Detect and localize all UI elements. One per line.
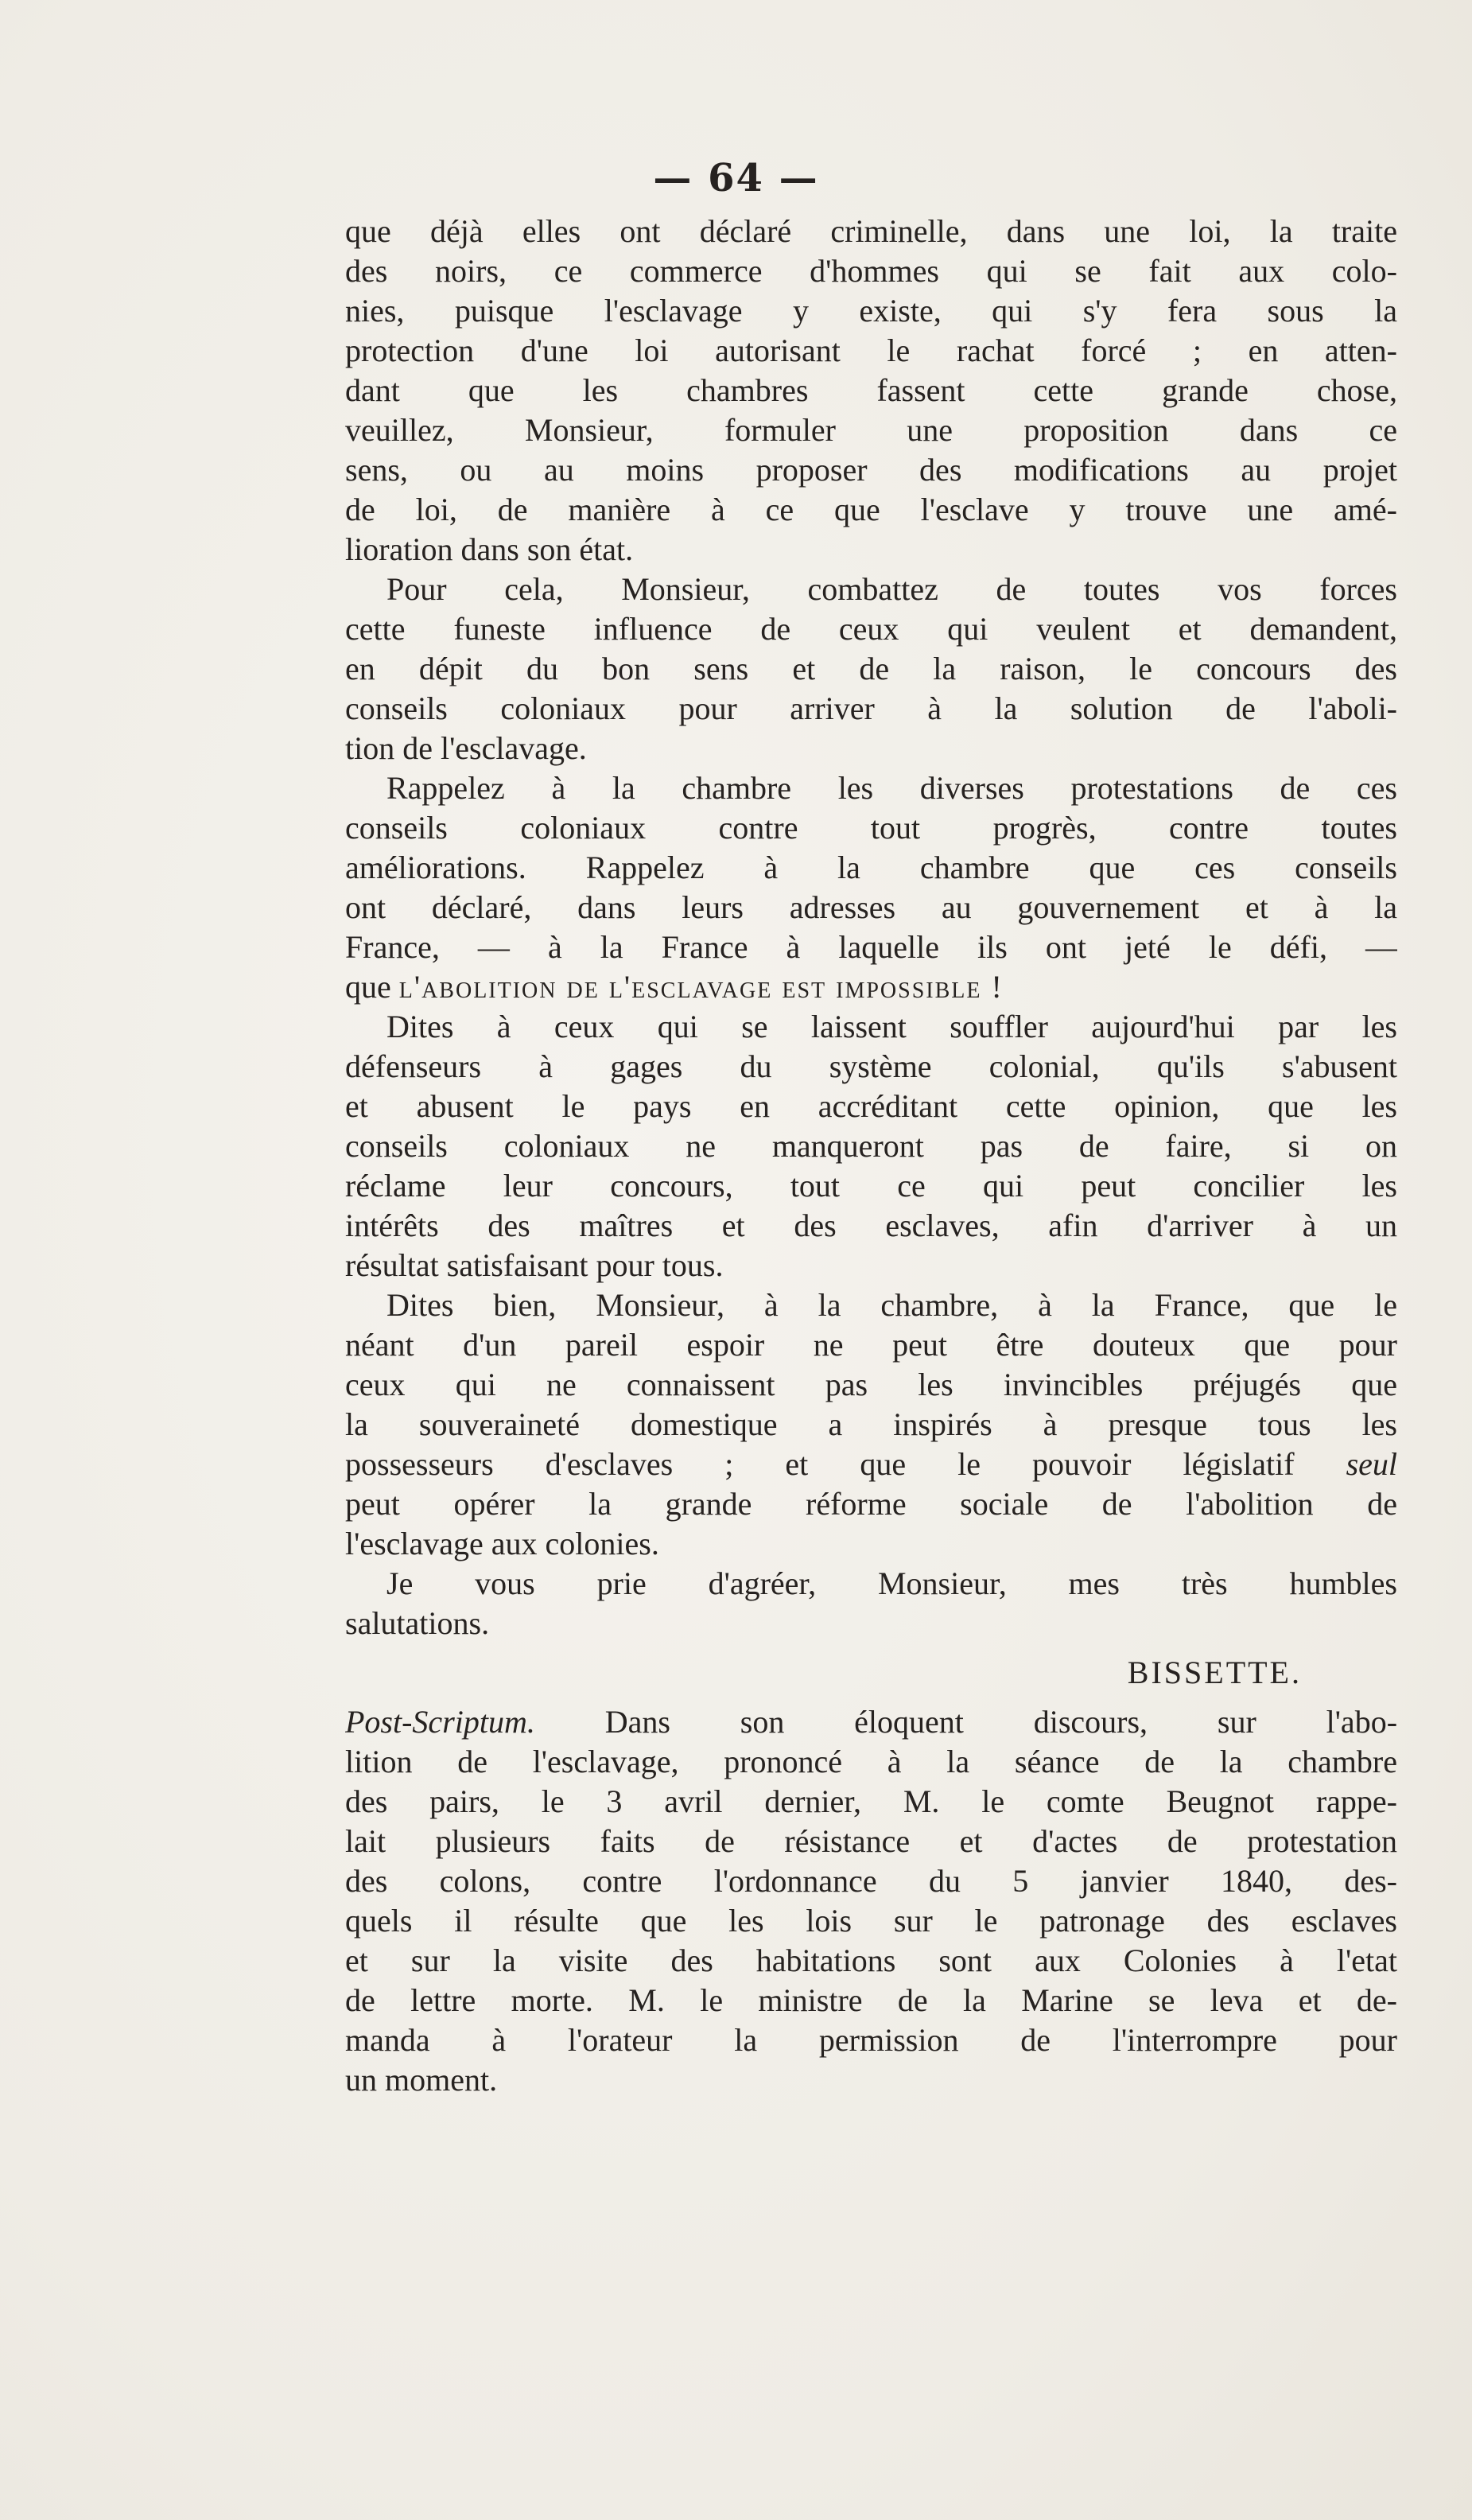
text-line: protection d'une loi autorisant le rachat forcé ; en atten- bbox=[345, 332, 1397, 368]
text-line: des pairs, le 3 avril dernier, M. le comte Beugnot rappe- bbox=[345, 1783, 1397, 1819]
text-line: un moment. bbox=[345, 2062, 498, 2098]
text-line: en dépit du bon sens et de la raison, le concours des bbox=[345, 651, 1397, 686]
line-text: possesseurs d'esclaves ; et que le pouvoir législatif bbox=[345, 1446, 1295, 1482]
text-line: la souveraineté domestique a inspirés à presque tous les bbox=[345, 1406, 1397, 1442]
text-line: manda à l'orateur la permission de l'interrompre pour bbox=[345, 2022, 1397, 2058]
text-line: défenseurs à gages du système colonial, qu'ils s'abusent bbox=[345, 1048, 1397, 1084]
italic-word: seul bbox=[1346, 1446, 1397, 1482]
text-line: des noirs, ce commerce d'hommes qui se fait aux colo- bbox=[345, 253, 1397, 289]
text-line: Dites bien, Monsieur, à la chambre, à la France, que le bbox=[386, 1287, 1397, 1323]
text-line: résultat satisfaisant pour tous. bbox=[345, 1247, 724, 1283]
postscript-text bbox=[345, 1702, 1397, 2100]
text-line: salutations. bbox=[345, 1605, 490, 1641]
line-prefix: que bbox=[345, 969, 391, 1005]
text-line: des colons, contre l'ordonnance du 5 janvier 1840, des- bbox=[345, 1863, 1397, 1899]
text-line: quels il résulte que les lois sur le patronage des esclaves bbox=[345, 1903, 1397, 1939]
text-line: de lettre morte. M. le ministre de la Marine se leva et de- bbox=[345, 1982, 1397, 2018]
main-text bbox=[345, 212, 1397, 1693]
text-line: ceux qui ne connaissent pas les invincibles préjugés que bbox=[345, 1367, 1397, 1402]
text-line: lioration dans son état. bbox=[345, 531, 634, 567]
text-line: et sur la visite des habitations sont aux Colonies à l'etat bbox=[345, 1942, 1397, 1978]
signature: BISSETTE. bbox=[1127, 1655, 1302, 1690]
text-line: nies, puisque l'esclavage y existe, qui s'y fera sous la bbox=[345, 293, 1397, 329]
text-line: lait plusieurs faits de résistance et d'actes de protestation bbox=[345, 1823, 1397, 1859]
text-line: ont déclaré, dans leurs adresses au gouvernement et à la bbox=[345, 889, 1397, 925]
text-line: lition de l'esclavage, prononcé à la séance de la chambre bbox=[345, 1744, 1397, 1779]
postscript-first-line bbox=[345, 1702, 1397, 1742]
text-line: peut opérer la grande réforme sociale de l'abolition de bbox=[345, 1486, 1397, 1522]
text-line: sens, ou au moins proposer des modifications au projet bbox=[345, 452, 1397, 488]
text-line: tion de l'esclavage. bbox=[345, 730, 587, 766]
page-number: — 64 — bbox=[653, 156, 819, 200]
text-line: Dites à ceux qui se laissent souffler aujourd'hui par les bbox=[386, 1009, 1397, 1044]
line-text: Dans son éloquent discours, sur l'abo- bbox=[604, 1704, 1397, 1740]
text-line: Je vous prie d'agréer, Monsieur, mes très humbles bbox=[386, 1565, 1397, 1601]
text-line: dant que les chambres fassent cette grande chose, bbox=[345, 372, 1397, 408]
text-line: améliorations. Rappelez à la chambre que ces conseils bbox=[345, 850, 1397, 885]
text-line: conseils coloniaux ne manqueront pas de faire, si on bbox=[345, 1128, 1397, 1164]
text-line: néant d'un pareil espoir ne peut être douteux que pour bbox=[345, 1327, 1397, 1363]
text-line-italic-word bbox=[345, 1445, 1397, 1484]
text-line: conseils coloniaux contre tout progrès, contre toutes bbox=[345, 810, 1397, 846]
text-line: Rappelez à la chambre les diverses protestations de ces bbox=[386, 770, 1397, 806]
text-line: réclame leur concours, tout ce qui peut concilier les bbox=[345, 1168, 1397, 1204]
postscript-label: Post-Scriptum. bbox=[345, 1704, 535, 1740]
text-line: et abusent le pays en accréditant cette opinion, que les bbox=[345, 1088, 1397, 1124]
text-line: Pour cela, Monsieur, combattez de toutes vos forces bbox=[386, 571, 1397, 607]
text-line: conseils coloniaux pour arriver à la solution de l'aboli- bbox=[345, 690, 1397, 726]
text-line: cette funeste influence de ceux qui veulent et demandent, bbox=[345, 611, 1397, 647]
text-line: France, — à la France à laquelle ils ont jeté le défi, — bbox=[345, 929, 1397, 965]
text-line: veuillez, Monsieur, formuler une proposition dans ce bbox=[345, 412, 1397, 448]
text-line: l'esclavage aux colonies. bbox=[345, 1526, 659, 1561]
smallcaps-phrase: l'abolition de l'esclavage est impossible ! bbox=[398, 969, 1004, 1005]
text-line: que déjà elles ont déclaré criminelle, dans une loi, la traite bbox=[345, 213, 1397, 249]
text-line: de loi, de manière à ce que l'esclave y trouve une amé- bbox=[345, 492, 1397, 527]
text-line-smallcaps bbox=[345, 967, 1397, 1007]
text-line: intérêts des maîtres et des esclaves, afin d'arriver à un bbox=[345, 1208, 1397, 1243]
